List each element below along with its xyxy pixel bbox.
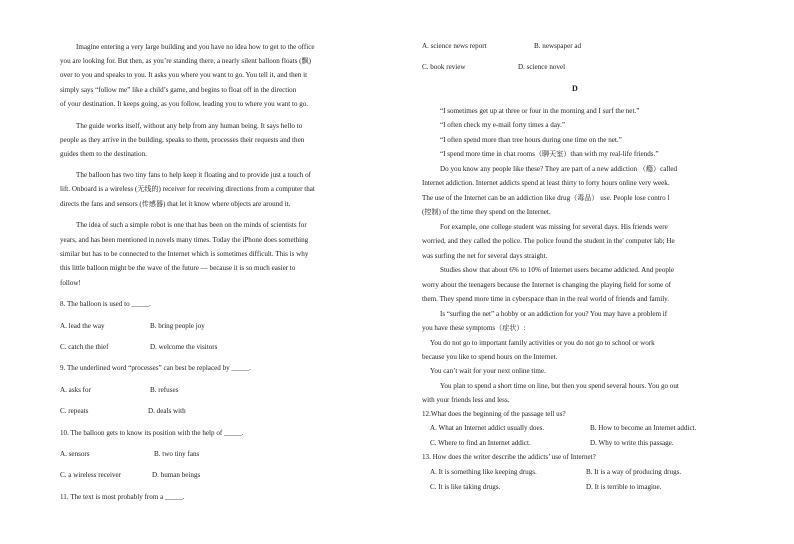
passage-c-para2-line: guides them to the destination.	[60, 150, 147, 158]
question-13: 13. How does the writer describe the addicts’ use of Internet?	[422, 453, 596, 461]
q8-option-d[interactable]: D. welcome the visitors	[150, 343, 218, 351]
passage-c-para4-line: The idea of such a simple robot is one that has been on the minds of scientists for	[76, 221, 307, 229]
q10-option-d[interactable]: D. human beings	[152, 471, 201, 479]
q8-option-b[interactable]: B. bring people joy	[150, 322, 205, 330]
passage-d-para1-line: (控制) of the time they spend on the Internet.	[422, 208, 551, 216]
passage-c-para4-line: this little balloon might be the wave of the future — because it is so much easier to	[60, 264, 296, 272]
passage-d-para2-line: For example, one college student was missing for several days. His friends were	[440, 223, 668, 231]
passage-c-para4-line: similar but has to be connected to the Internet which is sometimes difficult. This is why	[60, 250, 309, 258]
symptom-line: with your friends less and less.	[422, 396, 510, 404]
passage-d-para1-line: Do you know any people like these? They are part of a new addiction （瘾）called	[440, 165, 678, 173]
symptom-line: You do not go to important family activities or you do not go to school or work	[430, 339, 655, 347]
q9-option-d[interactable]: D. deals with	[148, 407, 186, 415]
q12-option-b[interactable]: B. How to become an Internet addict.	[590, 424, 697, 432]
q11-option-a[interactable]: A. science news report	[422, 42, 487, 50]
q12-option-a[interactable]: A. What an Internet addict usually does.	[430, 424, 545, 432]
passage-d-para4-line: Is “surfing the net” a hobby or an addiction for you? You may have a problem if	[440, 310, 668, 318]
q11-option-b[interactable]: B. newspaper ad	[534, 42, 582, 50]
symptom-line: because you like to spend hours on the Internet.	[422, 353, 558, 361]
section-heading-d: D	[572, 84, 578, 93]
passage-d-para1-line: The use of the Internet can be an addiction like drug（毒品） use. People lose contro l	[422, 194, 670, 202]
q10-option-c[interactable]: C. a wireless receiver	[60, 471, 122, 479]
passage-c-para2-line: The guide works itself, without any help from any human being. It says hello to	[76, 122, 303, 130]
q11-option-c[interactable]: C. book review	[422, 63, 466, 71]
passage-c-para1-line: you are looking for. But then, as you’re standing there, a nearly silent balloon floats (飘)	[60, 57, 311, 65]
q9-option-a[interactable]: A. asks for	[60, 386, 91, 394]
q12-option-d[interactable]: D. Why to write this passage.	[590, 439, 674, 447]
q9-option-b[interactable]: B. refuses	[150, 386, 179, 394]
q8-option-a[interactable]: A. lead the way	[60, 322, 105, 330]
passage-d-para3-line: Studies show that about 6% to 10% of Internet users became addicted. And people	[440, 266, 675, 274]
quote-line: “I often check my e-mail forty times a day.”	[440, 121, 566, 129]
quote-line: “I often spend more than tree hours during one time on the net.”	[440, 136, 622, 144]
question-11: 11. The text is most probably from a _____.	[60, 493, 185, 501]
q13-option-d[interactable]: D. It is terrible to imagine.	[586, 483, 662, 491]
passage-c-para1-line: simply says “follow me” like a child’s game, and begins to float off in the direction	[60, 86, 297, 94]
q11-option-d[interactable]: D. science novel	[518, 63, 566, 71]
passage-c-para4-line: follow!	[60, 279, 81, 287]
passage-d-para2-line: was surfing the net for several days straight.	[422, 252, 548, 260]
passage-d-para2-line: worried, and they called the police. The police found the student in the' computer lab; He	[422, 237, 675, 245]
passage-c-para3-line: directs the fans and sensors (传感器) that let it know where objects are around it.	[60, 200, 291, 208]
passage-c-para3-line: lift. Onboard is a wireless (无线的) receiver for receiving directions from a computer that	[60, 185, 315, 193]
passage-d-para4-line: you have these symptoms（症状）:	[422, 324, 526, 332]
symptom-line: You plan to spend a short time on line, but then you spend several hours. You go out	[440, 382, 679, 390]
passage-d-para1-line: Internet addiction. Internet addicts spend at least thirty to forty hours online very week.	[422, 179, 670, 187]
q13-option-c[interactable]: C. It is like taking drugs.	[430, 483, 501, 491]
q9-option-c[interactable]: C. repeats	[60, 407, 89, 415]
passage-c-para1-line: Imagine entering a very large building and you have no idea how to get to the office	[76, 43, 315, 51]
q8-option-c[interactable]: C. catch the thief	[60, 343, 109, 351]
q13-option-b[interactable]: B. It is a way of producing drugs.	[586, 468, 682, 476]
symptom-line: You can’t wait for your next online time.	[430, 367, 546, 375]
q13-option-a[interactable]: A. It is something like keeping drugs.	[430, 468, 537, 476]
q10-option-b[interactable]: B. two tiny fans	[154, 450, 200, 458]
passage-d-para3-line: worry about the teenagers because the Internet is changing the playing field for some of	[422, 281, 671, 289]
question-9: 9. The underlined word “processes” can best be replaced by _____.	[60, 364, 251, 372]
passage-c-para1-line: of your destination. It keeps going, as you follow, leading you to where you want to go.	[60, 100, 309, 108]
quote-line: “I spend more time in chat rooms（聊天室）than with my real-life friends.”	[440, 150, 659, 158]
quote-line: “I sometimes get up at three or four in the morning and I surf the net.”	[440, 107, 640, 115]
q12-option-c[interactable]: C. Where to find an Internet addict.	[430, 439, 531, 447]
passage-c-para1-line: over to you and speaks to you. It asks you where you want to go. You tell it, and then it	[60, 71, 308, 79]
question-10: 10. The balloon gets to know its position with the help of _____.	[60, 429, 244, 437]
passage-c-para4-line: years, and has been mentioned in novels many times. Today the iPhone does something	[60, 236, 309, 244]
question-8: 8. The balloon is used to _____.	[60, 300, 151, 308]
question-12: 12.What does the beginning of the passage tell us?	[422, 410, 566, 418]
q10-option-a[interactable]: A. sensors	[60, 450, 90, 458]
passage-c-para2-line: people as they arrive in the building, speaks to them, processes their requests and then	[60, 136, 305, 144]
passage-d-para3-line: them. They spend more time in cyberspace than in the real world of friends and family.	[422, 295, 670, 303]
passage-c-para3-line: The balloon has two tiny fans to help keep it floating and to provide just a touch of	[76, 171, 312, 179]
